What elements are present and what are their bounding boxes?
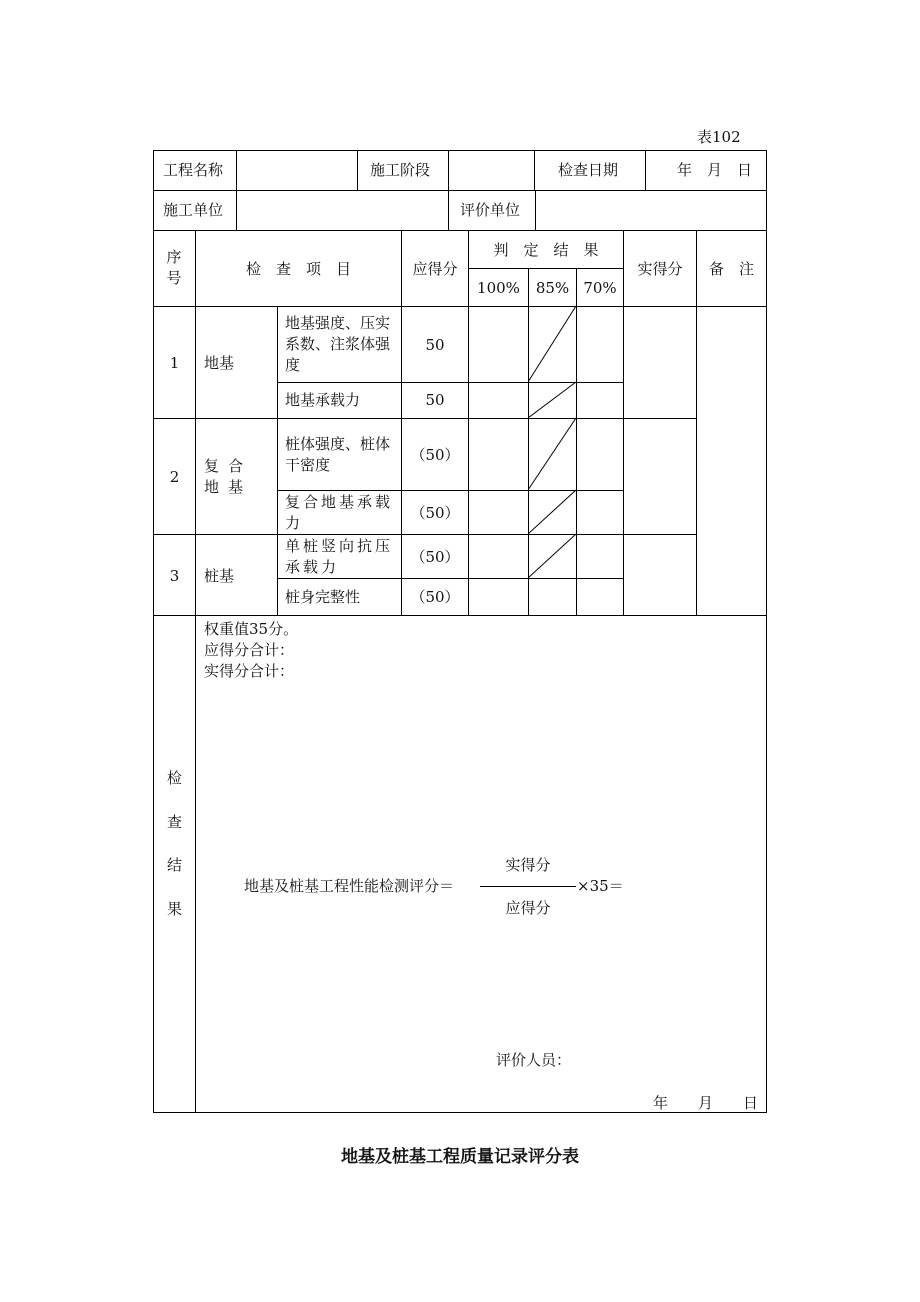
formula-prefix: 地基及桩基工程性能检测评分＝	[244, 877, 455, 895]
table-number: 表102	[697, 128, 741, 146]
due-total-label: 应得分合计：	[204, 641, 295, 659]
evaluation-unit-field[interactable]	[537, 192, 765, 229]
evaluation-unit-label: 评价单位	[460, 201, 521, 219]
formula-numerator: 实得分	[505, 856, 551, 874]
group-3-item-2-score: （50）	[410, 588, 460, 606]
evaluator-label: 评价人员：	[496, 1051, 572, 1069]
formula-suffix: ×35＝	[577, 877, 624, 895]
check-date-value[interactable]: 年 月 日	[677, 161, 753, 179]
na-slashes	[528, 306, 577, 615]
group-3-seq: 3	[169, 567, 180, 585]
group-2-item-1-label: 桩体强度、桩体干密度	[285, 435, 391, 474]
formula-denominator: 应得分	[505, 899, 551, 917]
page-caption: 地基及桩基工程质量记录评分表	[341, 1147, 579, 1167]
col-judgement: 判 定 结 果	[493, 241, 599, 259]
group-2-item-2-score: （50）	[410, 504, 460, 522]
col-due-score: 应得分	[412, 260, 458, 278]
group-2-item-1-score: （50）	[410, 446, 460, 464]
col-actual-score: 实得分	[637, 260, 683, 278]
group-1-item-1-label: 地基强度、压实系数、注浆体强度	[285, 314, 391, 374]
group-3-item-2-label: 桩身完整性	[285, 588, 361, 606]
fraction-bar	[480, 886, 576, 887]
group-1-item-2-label: 地基承载力	[285, 391, 361, 409]
check-date-label: 检查日期	[558, 161, 619, 179]
group-1-item-1-score: 50	[425, 336, 445, 354]
col-85: 85%	[535, 279, 570, 297]
stage-field[interactable]	[450, 152, 533, 189]
group-1-seq: 1	[169, 354, 180, 372]
project-name-label: 工程名称	[163, 161, 224, 179]
col-remarks: 备 注	[708, 260, 754, 278]
group-2-name: 复合地基	[204, 457, 253, 496]
group-3-item-1-label: 单桩竖向抗压承载力	[285, 537, 394, 576]
actual-total-label: 实得分合计：	[204, 662, 295, 680]
group-1-name: 地基	[204, 354, 235, 372]
col-70: 70%	[583, 279, 617, 297]
project-name-field[interactable]	[238, 152, 356, 189]
col-seq: 序号	[166, 248, 182, 287]
col-item: 检 查 项 目	[245, 260, 351, 278]
weight-text: 权重值35分。	[204, 620, 299, 638]
construction-unit-field[interactable]	[238, 192, 447, 229]
group-3-item-1-score: （50）	[410, 548, 460, 566]
result-date[interactable]: 年 月 日	[653, 1094, 759, 1112]
group-2-item-2-label: 复合地基承载力	[285, 493, 394, 532]
group-3-name: 桩基	[204, 567, 235, 585]
construction-unit-label: 施工单位	[163, 201, 224, 219]
group-1-item-2-score: 50	[425, 391, 445, 409]
group-2-seq: 2	[169, 468, 180, 486]
stage-label: 施工阶段	[370, 161, 431, 179]
col-100: 100%	[477, 279, 520, 297]
